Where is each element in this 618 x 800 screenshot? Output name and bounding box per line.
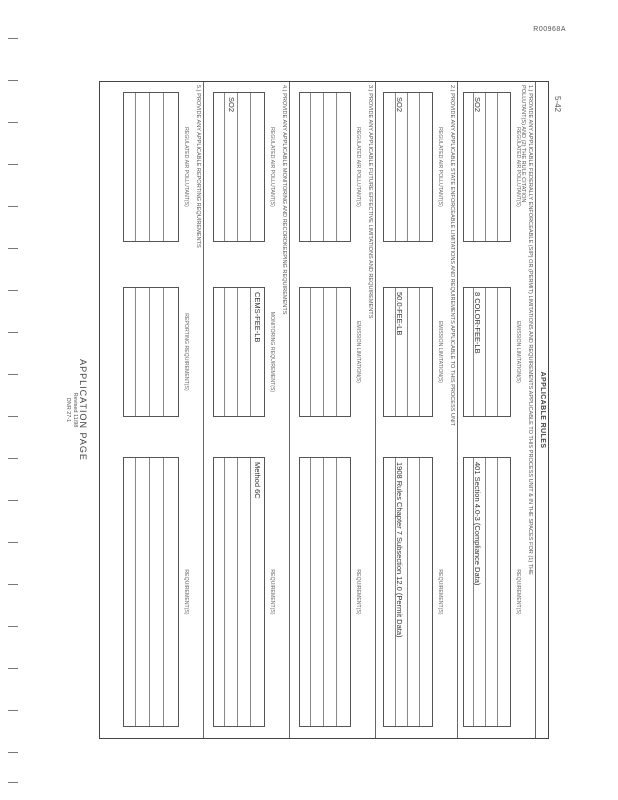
field-entry: Method 6C <box>253 462 262 499</box>
field-entry: SO2 <box>227 97 236 113</box>
limitation-field[interactable] <box>299 287 351 417</box>
section-1-instruction: 1.) PROVIDE ANY APPLICABLE FEDERALLY ENFORCEABLE (SIP) OR (PERMIT) LIMITATIONS AND REQUIREMENTS APPLICABLE TO THIS PROCESS UNIT & IN THE SPACES FOR (1) THE <box>527 85 533 575</box>
field-entry: CEMS-FEE-LB <box>253 292 262 343</box>
field-entry: SO2 <box>395 97 404 113</box>
column-header: REQUIREMENT(S) <box>515 569 521 615</box>
field-entry: 1908 Rules Chapter 7 Subsection 12.0 (Permit Data) <box>395 462 404 638</box>
column-header: EMISSION LIMITATION(S) <box>355 320 361 384</box>
section-3 <box>290 82 376 738</box>
field-entry: 401 Section 4.0-3 (Compliance Data) <box>473 462 482 586</box>
section-4-instruction: 4.) PROVIDE ANY APPLICABLE MONITORING AND RECORDKEEPING REQUIREMENTS <box>281 85 287 315</box>
form-footer <box>64 82 88 738</box>
pollutant-field[interactable] <box>463 92 511 242</box>
section-2-instruction: 2.) PROVIDE ANY APPLICABLE STATE ENFORCEABLE LIMITATIONS AND REQUIREMENTS APPLICABLE TO THIS PROCESS UNIT <box>449 85 455 427</box>
column-header: EMISSION LIMITATION(S) <box>437 320 443 384</box>
field-entry: 50.0-FEE-LB <box>395 292 404 336</box>
limitation-field[interactable] <box>383 287 433 417</box>
column-header: REGULATED AIR POLLUTANT(S) <box>437 127 443 207</box>
reporting-field[interactable] <box>123 287 179 417</box>
form-title: APPLICABLE RULES <box>539 371 546 449</box>
binder-hole-marks <box>8 30 20 790</box>
pollutant-field[interactable] <box>383 92 433 242</box>
column-header: REQUIREMENT(S) <box>183 569 189 615</box>
pollutant-field[interactable] <box>213 92 265 242</box>
field-entry: SO2 <box>473 97 482 113</box>
requirement-field[interactable] <box>299 457 351 727</box>
column-header: MONITORING REQUIREMENT(S) <box>269 311 275 393</box>
column-header: REGULATED AIR POLLUTANT(S) <box>269 127 275 207</box>
section-4 <box>204 82 290 738</box>
column-header: REPORTING REQUIREMENT(S) <box>183 313 189 391</box>
column-header: REGULATED AIR POLLUTANT(S) <box>183 127 189 207</box>
column-header: REGULATED AIR POLLUTANT(S) <box>515 127 521 207</box>
requirement-field[interactable] <box>463 457 511 727</box>
section-5-instruction: 5.) PROVIDE ANY APPLICABLE REPORTING REQUIREMENTS <box>195 85 201 248</box>
rotated-form-area <box>65 81 549 739</box>
footer-revision: Revised 11/98 <box>72 392 78 428</box>
page-number: 5-42 <box>553 96 562 113</box>
column-header: REQUIREMENT(S) <box>355 569 361 615</box>
section-1 <box>458 82 536 738</box>
footer-title: APPLICATION PAGE <box>78 359 88 461</box>
column-header: REQUIREMENT(S) <box>269 569 275 615</box>
applicable-rules-form <box>65 81 549 739</box>
column-header: REQUIREMENT(S) <box>437 569 443 615</box>
section-5 <box>100 82 204 738</box>
field-entry: 8 COLOR-FEE-LB <box>473 292 482 354</box>
section-2 <box>376 82 458 738</box>
pollutant-field[interactable] <box>123 92 179 242</box>
requirement-field[interactable] <box>383 457 433 727</box>
pollutant-field[interactable] <box>299 92 351 242</box>
section-1-instruction-cont: POLLUTANT(S) AND (2) THE RULE CITATION <box>520 85 526 203</box>
limitation-field[interactable] <box>463 287 511 417</box>
requirement-field[interactable] <box>123 457 179 727</box>
section-3-instruction: 3.) PROVIDE ANY APPLICABLE FUTURE EFFECTIVE LIMITATIONS AND REQUIREMENTS <box>367 85 373 319</box>
column-header: EMISSION LIMITATION(S) <box>515 320 521 384</box>
column-header: REGULATED AIR POLLUTANT(S) <box>355 127 361 207</box>
monitoring-field[interactable] <box>213 287 265 417</box>
document-id: R00968A <box>533 26 566 33</box>
requirement-field[interactable] <box>213 457 265 727</box>
footer-form-number: DNR 27-1 <box>65 397 71 423</box>
